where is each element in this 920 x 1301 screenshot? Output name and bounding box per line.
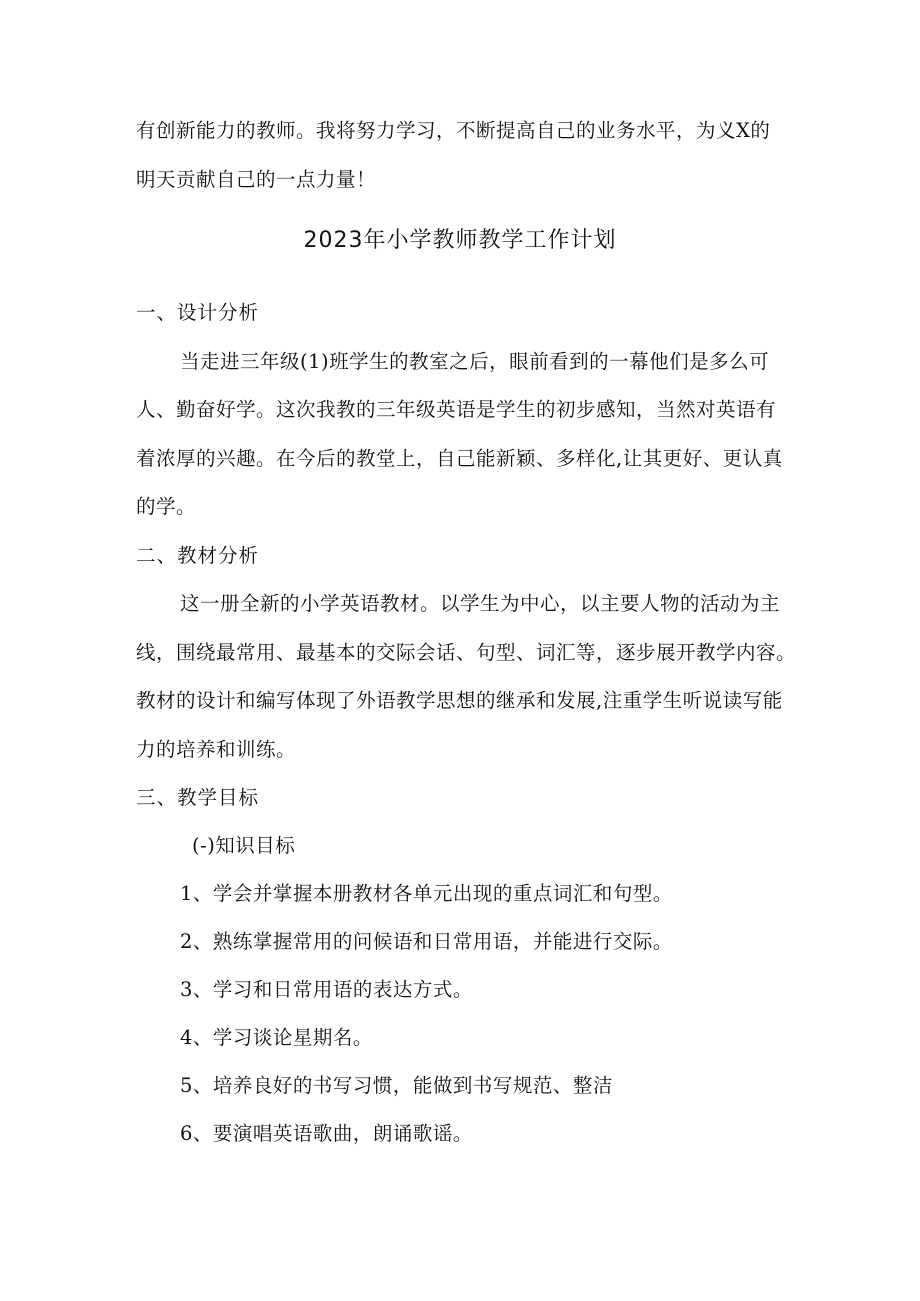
- document-title: 2023年小学教师教学工作计划: [303, 228, 617, 253]
- paragraph-line: 教材的设计和编写体现了外语教学思想的继承和发展,注重学生听说读写能: [136, 689, 783, 712]
- paragraph-line: 当走进三年级(1)班学生的教室之后，眼前看到的一幕他们是多么可: [180, 350, 770, 373]
- paragraph-line: 的学。: [136, 495, 197, 518]
- subheading-knowledge-goals: (-)知识目标: [192, 834, 296, 857]
- section-heading-textbook-analysis: 二、教材分析: [136, 544, 260, 567]
- paragraph-line: 力的培养和训练。: [136, 738, 297, 761]
- list-item: 6、要演唱英语歌曲，朗诵歌谣。: [180, 1122, 473, 1145]
- paragraph-line: 着浓厚的兴趣。在今后的教堂上，自己能新颖、多样化,让其更好、更认真: [136, 447, 783, 470]
- list-item: 1、学会并掌握本册教材各单元出现的重点词汇和句型。: [180, 882, 673, 905]
- list-item: 3、学习和日常用语的表达方式。: [180, 978, 473, 1001]
- list-item: 2、熟练掌握常用的问候语和日常用语，并能进行交际。: [180, 930, 673, 953]
- list-item: 5、培养良好的书写习惯，能做到书写规范、整洁: [180, 1074, 613, 1097]
- list-item: 4、学习谈论星期名。: [180, 1026, 373, 1049]
- paragraph-line: 人、勤奋好学。这次我教的三年级英语是学生的初步感知，当然对英语有: [136, 398, 777, 421]
- intro-line-2: 明天贡献自己的一点力量！: [136, 168, 377, 191]
- section-heading-design-analysis: 一、设计分析: [136, 301, 260, 324]
- paragraph-line: 线，围绕最常用、最基本的交际会话、句型、词汇等，逐步展开教学内容。: [136, 641, 797, 664]
- paragraph-line: 这一册全新的小学英语教材。以学生为中心，以主要人物的活动为主: [180, 592, 781, 615]
- intro-line-1: 有创新能力的教师。我将努力学习，不断提高自己的业务水平，为义X的: [136, 119, 771, 142]
- section-heading-teaching-goals: 三、教学目标: [136, 786, 260, 809]
